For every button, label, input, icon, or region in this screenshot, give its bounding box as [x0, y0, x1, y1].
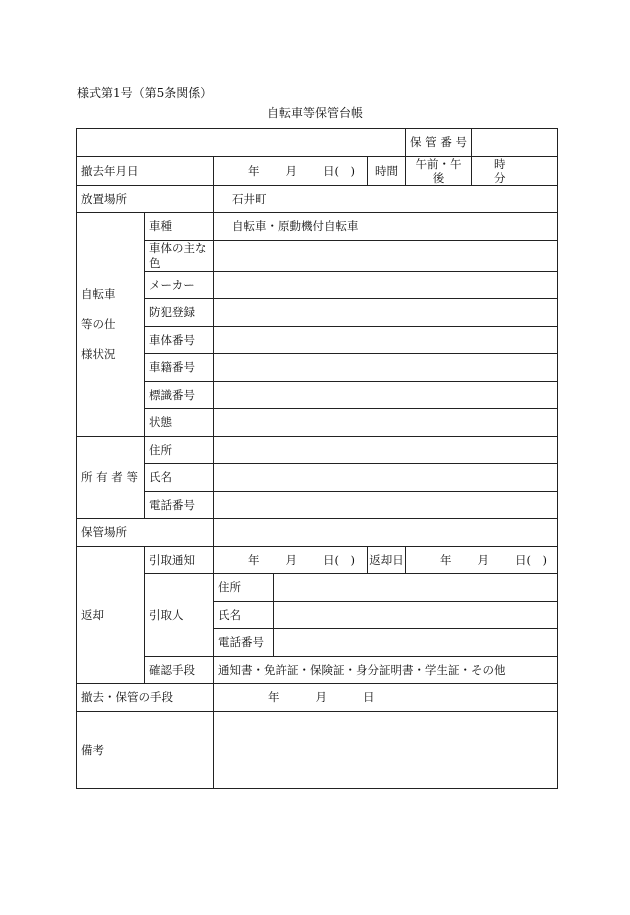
spec-plate-no-row	[77, 381, 558, 409]
confirm-means-label: 確認手段	[145, 656, 214, 684]
removal-ampm[interactable]: 午前・午後	[406, 156, 472, 185]
spec-plate-no-value[interactable]	[214, 381, 558, 409]
return-day: 日( )	[515, 552, 547, 567]
storage-place-label: 保管場所	[77, 519, 214, 547]
storage-number-row	[77, 129, 558, 157]
storage-number-blank[interactable]	[77, 129, 406, 157]
spec-maker-row	[77, 271, 558, 299]
removal-means-row	[77, 684, 558, 712]
removal-means-label: 撤去・保管の手段	[77, 684, 214, 712]
owner-address-label: 住所	[145, 436, 214, 464]
notes-value[interactable]	[214, 711, 558, 788]
spec-condition-label: 状態	[145, 409, 214, 437]
spec-color-label: 車体の主な色	[145, 240, 214, 271]
owner-phone-label: 電話番号	[145, 491, 214, 519]
owner-name-row	[77, 464, 558, 492]
spec-color-row	[77, 240, 558, 271]
storage-number-label: 保 管 番 号	[406, 129, 472, 157]
spec-plate-no-label: 標識番号	[145, 381, 214, 409]
receiver-label: 引取人	[145, 574, 214, 657]
owner-phone-value[interactable]	[214, 491, 558, 519]
owner-phone-row	[77, 491, 558, 519]
spec-reg-no-row	[77, 354, 558, 382]
spec-group-label-line: 等の仕	[81, 317, 116, 332]
spec-type-row	[77, 213, 558, 241]
notice-month: 月	[285, 552, 297, 567]
return-date-label: 返却日	[368, 546, 406, 574]
spec-group-label	[77, 213, 145, 437]
return-notice-row	[77, 546, 558, 574]
removal-month: 月	[285, 163, 297, 178]
abandoned-place-label: 放置場所	[77, 185, 214, 213]
receiver-phone-label: 電話番号	[214, 629, 274, 657]
removal-year: 年	[248, 163, 260, 178]
spec-group-label-line: 様状況	[81, 347, 116, 362]
return-notice-date[interactable]	[214, 546, 368, 574]
spec-type-label: 車種	[145, 213, 214, 241]
spec-color-value[interactable]	[214, 240, 558, 271]
abandoned-place-value[interactable]: 石井町	[214, 185, 558, 213]
spec-crime-reg-label: 防犯登録	[145, 299, 214, 327]
confirm-means-value[interactable]: 通知書・免許証・保険証・身分証明書・学生証・その他	[214, 656, 558, 684]
spec-crime-reg-value[interactable]	[214, 299, 558, 327]
removal-time-label: 時間	[368, 156, 406, 185]
spec-body-no-row	[77, 326, 558, 354]
owner-name-label: 氏名	[145, 464, 214, 492]
notice-day: 日( )	[323, 552, 355, 567]
removal-hour: 時	[494, 156, 506, 171]
spec-maker-value[interactable]	[214, 271, 558, 299]
abandoned-place-row	[77, 185, 558, 213]
means-year: 年	[268, 690, 280, 705]
removal-date-label: 撤去年月日	[77, 156, 214, 185]
page-title: 自転車等保管台帳	[266, 106, 363, 120]
spec-type-value[interactable]: 自転車・原動機付自転車	[214, 213, 558, 241]
confirm-means-row	[77, 656, 558, 684]
removal-date-row	[77, 156, 558, 185]
receiver-address-label: 住所	[214, 574, 274, 602]
storage-place-row	[77, 519, 558, 547]
storage-number-value[interactable]	[472, 129, 558, 157]
spec-condition-row	[77, 409, 558, 437]
spec-group-label-line: 自転車	[81, 287, 116, 302]
owner-address-value[interactable]	[214, 436, 558, 464]
spec-condition-value[interactable]	[214, 409, 558, 437]
storage-ledger-table	[76, 128, 558, 789]
form-number-label: 様式第1号（第5条関係）	[77, 86, 213, 100]
spec-reg-no-value[interactable]	[214, 354, 558, 382]
removal-means-date[interactable]	[214, 684, 558, 712]
owner-group-label: 所 有 者 等	[77, 436, 145, 519]
storage-place-value[interactable]	[214, 519, 558, 547]
notice-year: 年	[248, 552, 260, 567]
means-month: 月	[315, 690, 327, 705]
notes-label: 備考	[77, 711, 214, 788]
spec-reg-no-label: 車籍番号	[145, 354, 214, 382]
owner-name-value[interactable]	[214, 464, 558, 492]
removal-date-value[interactable]	[214, 156, 368, 185]
return-notice-label: 引取通知	[145, 546, 214, 574]
receiver-address-row	[77, 574, 558, 602]
spec-body-no-label: 車体番号	[145, 326, 214, 354]
removal-day: 日( )	[323, 163, 355, 178]
removal-hour-minute[interactable]	[472, 156, 558, 185]
receiver-name-label: 氏名	[214, 601, 274, 629]
means-day: 日	[363, 690, 375, 705]
spec-crime-reg-row	[77, 299, 558, 327]
receiver-address-value[interactable]	[274, 574, 558, 602]
owner-address-row	[77, 436, 558, 464]
receiver-name-value[interactable]	[274, 601, 558, 629]
removal-minute: 分	[494, 170, 506, 185]
return-group-label: 返却	[77, 546, 145, 684]
spec-body-no-value[interactable]	[214, 326, 558, 354]
return-year: 年	[440, 552, 452, 567]
return-month: 月	[477, 552, 490, 567]
receiver-phone-value[interactable]	[274, 629, 558, 657]
return-date-value[interactable]	[406, 546, 558, 574]
spec-maker-label: メーカー	[145, 271, 214, 299]
notes-row	[77, 711, 558, 788]
